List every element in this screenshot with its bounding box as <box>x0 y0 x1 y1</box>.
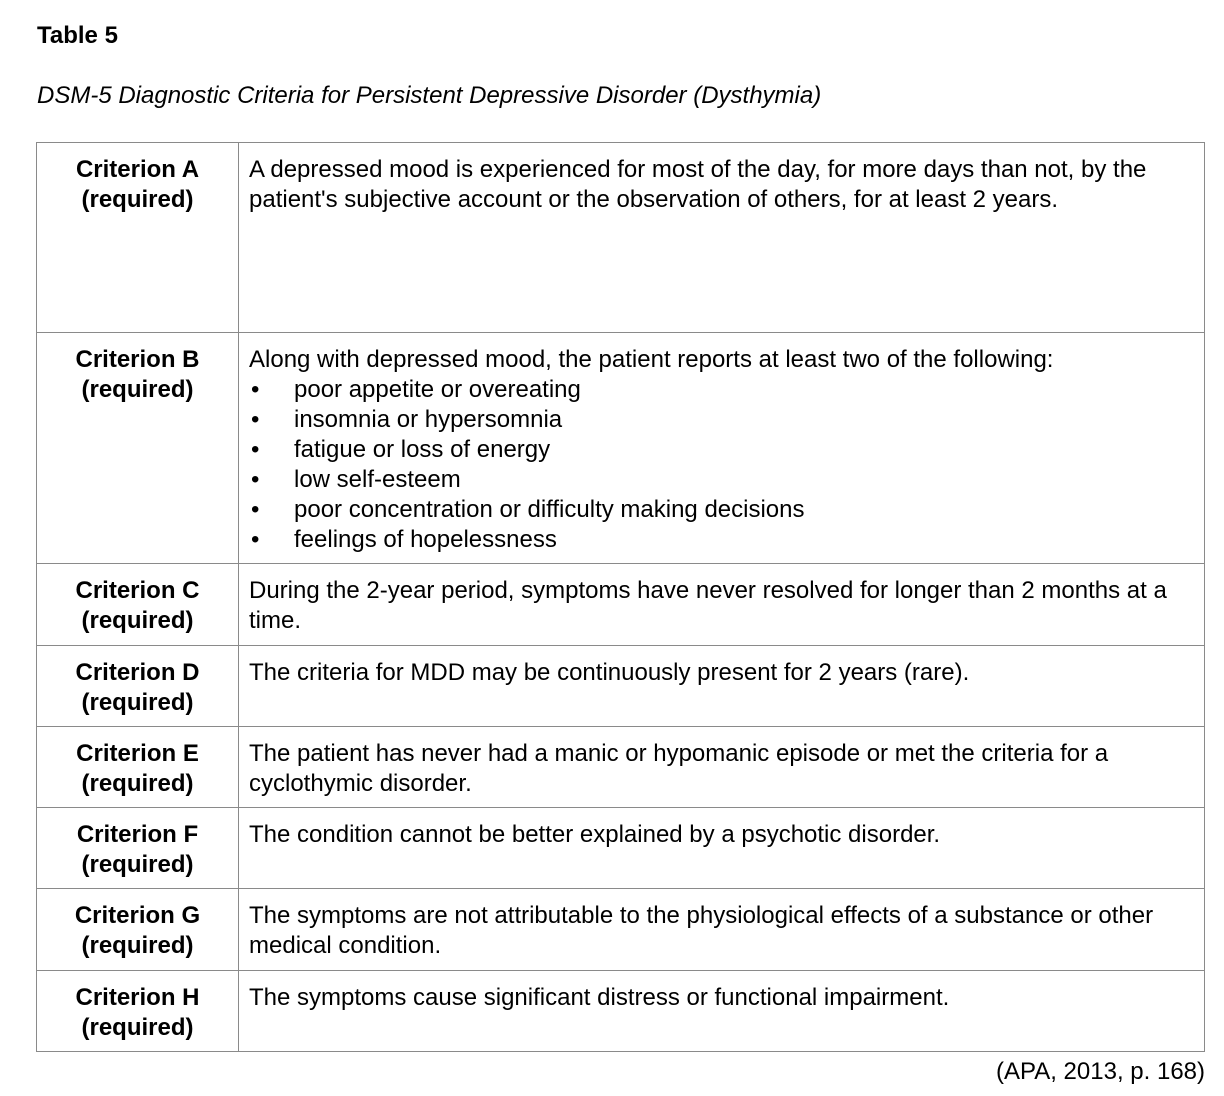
criterion-description: Along with depressed mood, the patient reports at least two of the following: <box>249 346 1054 373</box>
table-row <box>37 646 1205 727</box>
table-caption: DSM-5 Diagnostic Criteria for Persistent Depressive Disorder (Dysthymia) <box>37 82 822 109</box>
bullet-icon: • <box>251 526 260 553</box>
criterion-status: (required) <box>81 932 194 959</box>
criterion-name: Criterion G <box>74 902 201 929</box>
criterion-label-cell <box>37 971 239 1052</box>
criterion-name: Criterion H <box>75 984 200 1011</box>
criterion-description: The criteria for MDD may be continuously present for 2 years (rare). <box>239 646 1205 727</box>
table-number: Table 5 <box>37 22 118 49</box>
criterion-name: Criterion D <box>75 659 200 686</box>
list-item-text: fatigue or loss of energy <box>294 436 551 463</box>
criterion-label-cell <box>37 727 239 808</box>
list-item <box>249 525 1194 555</box>
criterion-name: Criterion E <box>76 740 199 767</box>
bullet-icon: • <box>251 436 260 463</box>
citation: (APA, 2013, p. 168) <box>995 1058 1205 1085</box>
list-item <box>249 375 1194 405</box>
criterion-status: (required) <box>81 376 194 403</box>
criterion-name: Criterion F <box>76 821 199 848</box>
list-item-text: feelings of hopelessness <box>294 526 557 553</box>
bullet-icon: • <box>251 406 260 433</box>
criterion-name: Criterion B <box>75 346 200 373</box>
criterion-description: The patient has never had a manic or hypomanic episode or met the criteria for a cyclothymic disorder. <box>239 727 1205 808</box>
table-row <box>37 143 1205 333</box>
criterion-label-cell <box>37 333 239 564</box>
list-item-text: poor concentration or difficulty making decisions <box>294 496 805 523</box>
bullet-icon: • <box>251 496 260 523</box>
criterion-status: (required) <box>81 689 194 716</box>
criterion-label-cell <box>37 808 239 889</box>
bullet-icon: • <box>251 376 260 403</box>
criterion-status: (required) <box>81 607 194 634</box>
list-item-text: insomnia or hypersomnia <box>294 406 563 433</box>
list-item-text: low self-esteem <box>294 466 461 493</box>
list-item <box>249 435 1194 465</box>
table-row <box>37 727 1205 808</box>
table-row <box>37 333 1205 564</box>
list-item <box>249 495 1194 525</box>
list-item <box>249 465 1194 495</box>
criterion-label-cell <box>37 646 239 727</box>
criterion-status: (required) <box>81 851 194 878</box>
list-item <box>249 405 1194 435</box>
criterion-description-cell <box>239 333 1205 564</box>
criterion-status: (required) <box>81 1014 194 1041</box>
table-row <box>37 971 1205 1052</box>
criterion-description: A depressed mood is experienced for most of the day, for more days than not, by the patient's subjective account or the observation of others, for at least 2 years. <box>239 143 1205 333</box>
criterion-description: The condition cannot be better explained by a psychotic disorder. <box>239 808 1205 889</box>
table-row <box>37 889 1205 971</box>
criterion-label-cell <box>37 889 239 971</box>
criteria-table <box>36 142 1205 1052</box>
symptom-list <box>249 375 1194 555</box>
criterion-label-cell <box>37 143 239 333</box>
criterion-description: The symptoms are not attributable to the physiological effects of a substance or other medical condition. <box>239 889 1205 971</box>
criterion-label-cell <box>37 564 239 646</box>
criterion-description: The symptoms cause significant distress or functional impairment. <box>239 971 1205 1052</box>
criterion-name: Criterion A <box>75 156 200 183</box>
criterion-name: Criterion C <box>75 577 200 604</box>
criterion-description: During the 2-year period, symptoms have never resolved for longer than 2 months at a time. <box>239 564 1205 646</box>
bullet-icon: • <box>251 466 260 493</box>
criterion-status: (required) <box>81 186 194 213</box>
list-item-text: poor appetite or overeating <box>294 376 581 403</box>
table-row <box>37 564 1205 646</box>
table-row <box>37 808 1205 889</box>
criterion-status: (required) <box>81 770 194 797</box>
